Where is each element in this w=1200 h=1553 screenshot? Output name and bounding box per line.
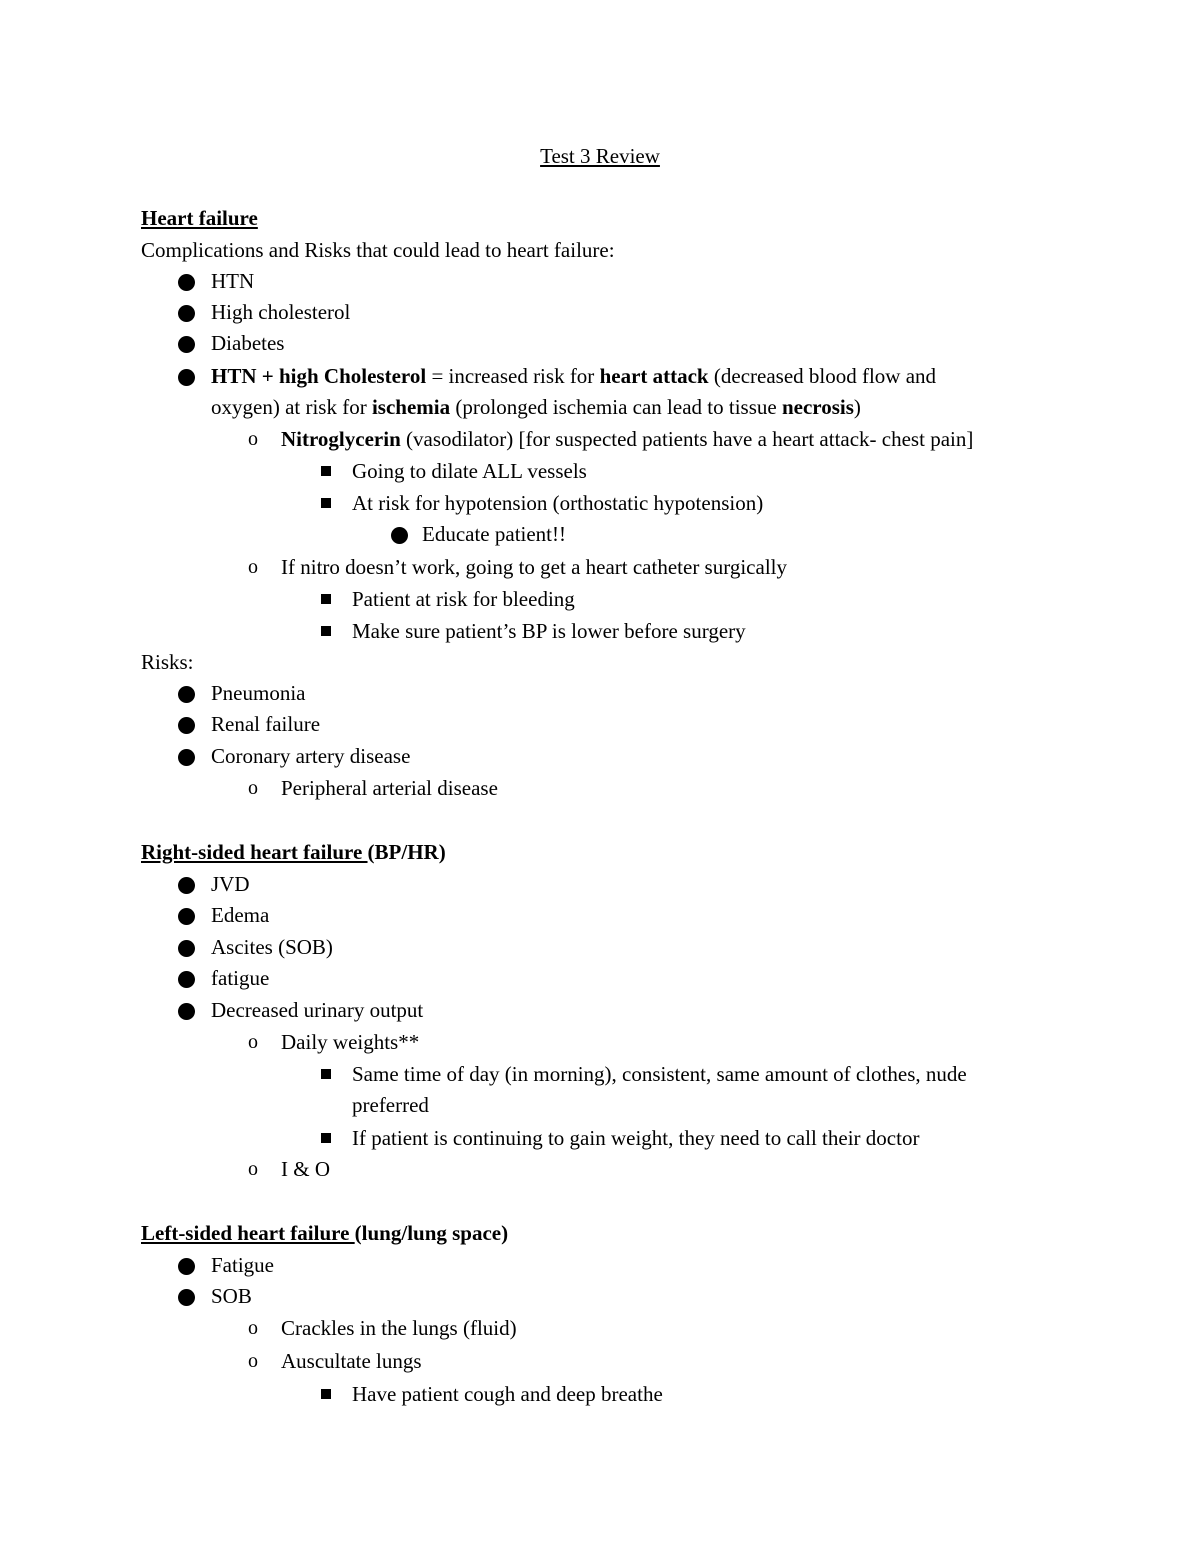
list-item: Renal failure: [211, 712, 321, 736]
risks-label: Risks:: [141, 650, 194, 674]
list-item: Diabetes: [211, 331, 285, 355]
bullet-square-icon: [321, 1069, 331, 1079]
bullet-disc-icon: [178, 336, 195, 353]
list-item: fatigue: [211, 966, 270, 990]
list-item: Pneumonia: [211, 681, 306, 705]
list-item: Edema: [211, 903, 270, 927]
bullet-disc-icon: [178, 940, 195, 957]
list-item: Fatigue: [211, 1253, 274, 1277]
bullet-circle-icon: o: [248, 1158, 258, 1180]
bold-term: Nitroglycerin: [281, 427, 401, 451]
intro-text: Complications and Risks that could lead to heart failure:: [141, 238, 615, 262]
bullet-square-icon: [321, 626, 331, 636]
bullet-circle-icon: o: [248, 1350, 258, 1372]
bullet-square-icon: [321, 1133, 331, 1143]
text-run: (prolonged ischemia can lead to tissue: [450, 395, 782, 419]
bold-term: heart attack: [599, 364, 709, 388]
list-item: HTN: [211, 269, 255, 293]
heading-text: Right-sided heart failure: [141, 840, 368, 864]
bullet-disc-icon: [178, 908, 195, 925]
section-heading-heart-failure: [141, 206, 258, 230]
sub-sub-item: Make sure patient’s BP is lower before surgery: [352, 619, 746, 643]
bullet-circle-icon: o: [248, 1031, 258, 1053]
text-run: = increased risk for: [426, 364, 600, 388]
list-item: Decreased urinary output: [211, 998, 424, 1022]
sub-item-nitroglycerin: [281, 427, 973, 451]
bold-term: necrosis: [781, 395, 854, 419]
heading-suffix: (BP/HR): [367, 840, 446, 864]
bullet-disc-icon: [178, 305, 195, 322]
heading-text: Heart failure: [141, 206, 258, 230]
text-run: oxygen) at risk for: [211, 395, 372, 419]
bullet-disc-icon: [178, 686, 195, 703]
bullet-square-icon: [321, 594, 331, 604]
sub-sub-item: If patient is continuing to gain weight, they need to call their doctor: [352, 1126, 920, 1150]
bullet-circle-icon: o: [248, 428, 258, 450]
bold-term: HTN + high Cholesterol: [211, 364, 427, 388]
bullet-circle-icon: o: [248, 1317, 258, 1339]
educate-item: Educate patient!!: [422, 522, 567, 546]
bullet-disc-icon: [178, 1003, 195, 1020]
bullet-disc-icon: [178, 1289, 195, 1306]
bold-term: ischemia: [371, 395, 451, 419]
bullet-disc-icon: [178, 717, 195, 734]
sub-item: Auscultate lungs: [281, 1349, 422, 1373]
bullet-disc-icon: [178, 274, 195, 291]
bullet-disc-icon: [178, 369, 195, 386]
bullet-square-icon: [321, 1389, 331, 1399]
bullet-disc-icon: [178, 971, 195, 988]
sub-item: Crackles in the lungs (fluid): [281, 1316, 517, 1340]
bullet-circle-icon: o: [248, 777, 258, 799]
section-heading-left-sided: [141, 1221, 508, 1245]
text-run: ): [853, 395, 861, 419]
heading-suffix: (lung/lung space): [354, 1221, 509, 1245]
list-item: JVD: [211, 872, 250, 896]
bullet-square-icon: [321, 498, 331, 508]
list-item-combo: [211, 364, 936, 388]
sub-item: Peripheral arterial disease: [281, 776, 498, 800]
list-item: Coronary artery disease: [211, 744, 411, 768]
sub-sub-item-continued: preferred: [352, 1093, 429, 1117]
sub-item-catheter: If nitro doesn’t work, going to get a heart catheter surgically: [281, 555, 787, 579]
bullet-disc-icon: [178, 1258, 195, 1275]
list-item: High cholesterol: [211, 300, 351, 324]
sub-sub-item: Same time of day (in morning), consistent, same amount of clothes, nude: [352, 1062, 967, 1086]
bullet-disc-icon: [178, 877, 195, 894]
sub-sub-item: Have patient cough and deep breathe: [352, 1382, 663, 1406]
heading-text: Left-sided heart failure: [141, 1221, 355, 1245]
section-heading-right-sided: [141, 840, 446, 864]
bullet-disc-icon: [178, 749, 195, 766]
bullet-circle-icon: o: [248, 556, 258, 578]
text-run: (vasodilator) [for suspected patients have a heart attack- chest pain]: [400, 427, 974, 451]
sub-sub-item: Going to dilate ALL vessels: [352, 459, 587, 483]
bullet-square-icon: [321, 466, 331, 476]
bullet-disc-icon: [391, 527, 408, 544]
page-title: Test 3 Review: [540, 144, 660, 168]
sub-sub-item: Patient at risk for bleeding: [352, 587, 575, 611]
list-item: Ascites (SOB): [211, 935, 333, 959]
sub-item-daily-weights: Daily weights**: [281, 1030, 420, 1054]
sub-item: I & O: [281, 1157, 330, 1181]
list-item-combo-continued: [211, 395, 861, 419]
text-run: (decreased blood flow and: [708, 364, 937, 388]
list-item: SOB: [211, 1284, 252, 1308]
sub-sub-item: At risk for hypotension (orthostatic hypotension): [352, 491, 764, 515]
